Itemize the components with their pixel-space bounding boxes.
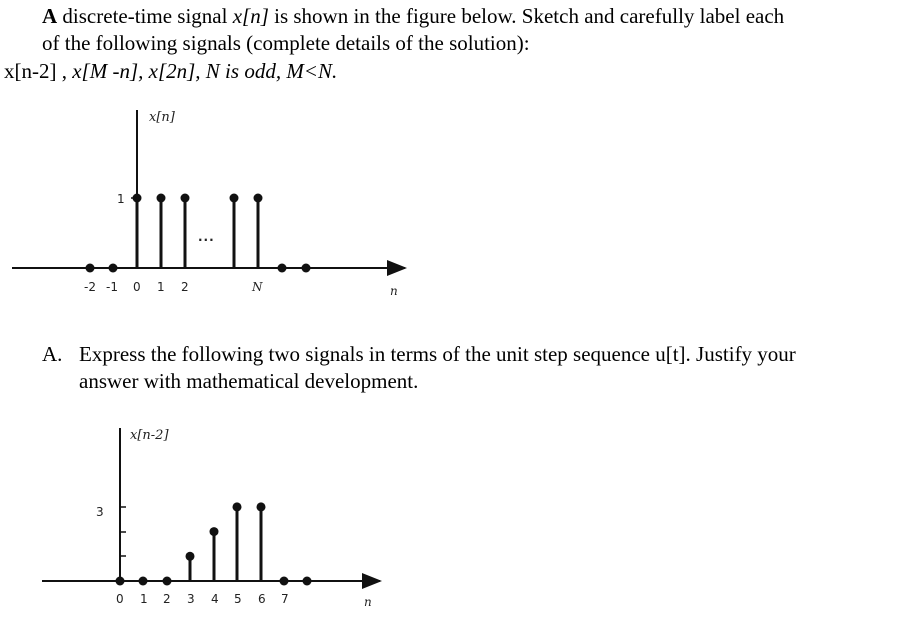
- part-a-line2: answer with mathematical development.: [79, 369, 419, 393]
- chart2-point-4: [210, 527, 219, 536]
- chart1-ellipsis: ...: [198, 230, 215, 244]
- chart2-ylabel: x[n-2]: [130, 428, 169, 443]
- chart1-ylabel: x[n]: [149, 110, 175, 125]
- signal-shift: x[n-2] ,: [4, 59, 73, 83]
- chart2-point-2: [163, 577, 172, 586]
- chart2-xtick-1: 1: [140, 592, 148, 606]
- chart1-xtick-0: 0: [133, 280, 141, 294]
- chart2-xtick-3: 3: [187, 592, 195, 606]
- intro-signal: x[n]: [232, 4, 269, 28]
- chart1-point-8: [302, 264, 311, 273]
- chart2-xtick-0: 0: [116, 592, 124, 606]
- chart1-xtick-2: 2: [181, 280, 189, 294]
- chart1-point-7: [278, 264, 287, 273]
- intro-text-2: is shown in the figure below. Sketch and carefully label each: [268, 4, 785, 28]
- chart2-xtick-6: 6: [258, 592, 266, 606]
- chart1-xtick-neg2: -2: [84, 280, 96, 294]
- intro-bold-label: A: [42, 4, 58, 28]
- chart2-point-1: [139, 577, 148, 586]
- chart2-point-3: [186, 552, 195, 561]
- chart2-point-6: [257, 502, 266, 511]
- chart2-point-7: [280, 577, 289, 586]
- chart1-xtick-N: N: [252, 280, 263, 294]
- intro-text-1: discrete-time signal: [57, 4, 233, 28]
- chart2-point-0: [116, 577, 125, 586]
- chart2-point-5: [233, 502, 242, 511]
- chart1-point-5: [230, 194, 239, 203]
- signal-list: x[M -n], x[2n], N is odd, M<N.: [72, 59, 338, 83]
- chart2-xtick-5: 5: [234, 592, 242, 606]
- chart1-ytick-1: 1: [117, 192, 125, 206]
- chart-x-n-minus-2: [42, 428, 380, 609]
- part-a-label: A.: [42, 342, 63, 366]
- chart2-xlabel: n: [364, 595, 372, 609]
- part-a-line1: Express the following two signals in terms of the unit step sequence u[t]. Justify your: [79, 342, 796, 366]
- chart2-stems: [116, 502, 312, 585]
- chart2-xtick-7: 7: [281, 592, 289, 606]
- chart2-xtick-4: 4: [211, 592, 219, 606]
- chart2-xtick-2: 2: [163, 592, 171, 606]
- chart2-point-8: [303, 577, 312, 586]
- chart1-point-1: [109, 264, 118, 273]
- chart1-point-3: [157, 194, 166, 203]
- chart1-xtick-1: 1: [157, 280, 165, 294]
- chart1-point-4: [181, 194, 190, 203]
- chart2-ytick-3: 3: [96, 505, 104, 519]
- chart1-point-6: [254, 194, 263, 203]
- chart1-xlabel: n: [390, 284, 398, 298]
- problem-intro-line2: of the following signals (complete details of the solution):: [42, 31, 530, 55]
- chart1-xtick-neg1: -1: [106, 280, 118, 294]
- chart-x-n: [12, 110, 405, 298]
- chart1-point-0: [86, 264, 95, 273]
